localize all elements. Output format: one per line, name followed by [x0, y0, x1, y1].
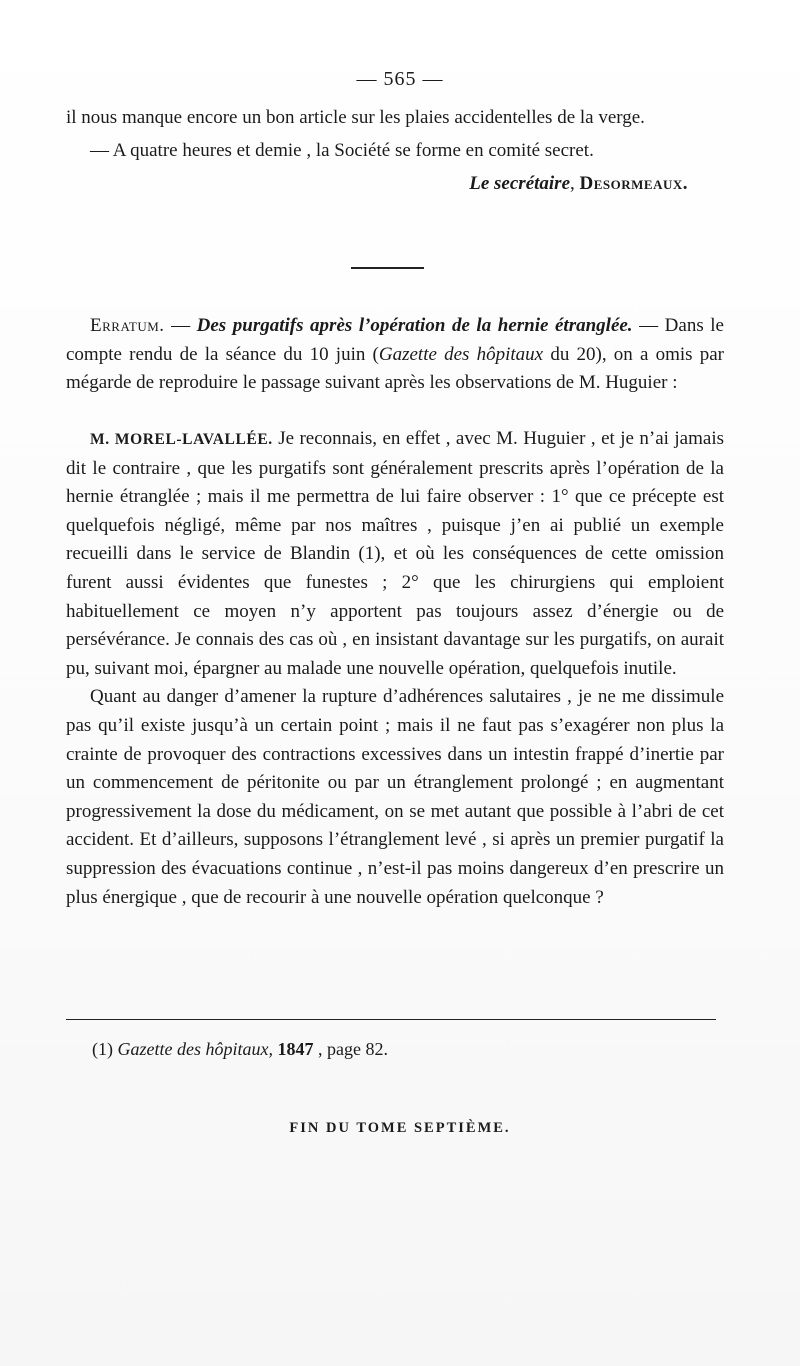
speech-block	[66, 425, 724, 912]
erratum-text-b: du 20), on a omis par mégarde de reproduire le passage suivant après les observations de M. Huguier :	[66, 343, 724, 394]
signature-line	[66, 170, 724, 199]
section-divider	[351, 267, 424, 269]
article-closing-line: il nous manque encore un bon article sur les plaies accidentelles de la verge.	[66, 107, 645, 128]
speech-paragraph-2: Quant au danger d’amener la rupture d’adhérences salutaires , je ne me dissimule pas qu’il existe jusqu’à un certain point ; mais il ne faut pas s’exagérer non plus la crainte de provoquer des contractions excessives dans un intestin frappé d’inertie par un commencement de péritonite ou par un étranglement prolongé ; en augmentant progressivement la dose du médicament, on se met autant que possible à l’abri de cet accident. Et d’ailleurs, supposons l’étranglement levé , si après un premier purgatif la suppression des évacuations continue , n’est-il pas moins dangereux d’en prescrire un plus énergique , que de recourir à une nouvelle opération quelconque ?	[66, 686, 724, 908]
footnote-marker: (1)	[92, 1039, 118, 1059]
page-number: — 565 —	[356, 68, 444, 90]
end-of-volume-title: FIN DU TOME SEPTIÈME.	[289, 1120, 511, 1136]
erratum-label: Erratum.	[90, 315, 165, 336]
speaker-name: M. MOREL-LAVALLÉE.	[90, 431, 273, 448]
secret-committee-line: — A quatre heures et demie , la Société se forme en comité secret.	[90, 139, 594, 161]
speech-paragraph-1	[66, 425, 724, 683]
erratum-paragraph	[66, 312, 724, 398]
footnote	[92, 1036, 388, 1062]
footnote-rule	[66, 1019, 716, 1020]
signature-role: Le secrétaire	[469, 173, 571, 195]
erratum-dash: —	[164, 315, 197, 336]
speech-text-1: Je reconnais, en effet , avec M. Huguier , et je n’ai jamais dit le contraire , que les purgatifs sont généralement prescrits après l’opération de la hernie étranglée ; mais il me permettra de lui faire observer : 1° que ce précepte est quelquefois négligé, même par nos maîtres , puisque j’en ai publié un exemple recueilli dans le service de Blandin (1), et où les conséquences de cette omission furent aussi évidentes que funestes ; 2° que les chirurgiens qui emploient habituellement ce moyen n’y apportent pas toujours assez d’énergie ou de persévérance. Je connais des cas où , en insistant davantage sur les purgatifs, on aurait pu, suivant moi, épargner au malade une nouvelle opération, quelquefois inutile.	[66, 428, 724, 679]
erratum-title: Des purgatifs après l’opération de la hernie étranglée.	[196, 315, 633, 336]
closing-remarks	[66, 104, 724, 199]
erratum-text-a: — Dans le compte rendu de la séance du 10 juin (	[66, 315, 724, 365]
signature-separator: ,	[570, 173, 580, 195]
erratum-text	[66, 312, 724, 398]
erratum-journal: Gazette des hôpitaux	[378, 343, 544, 365]
footnote-journal: Gazette des hôpitaux,	[117, 1039, 273, 1059]
signature-name: Desormeaux.	[579, 173, 688, 195]
footnote-page: , page 82.	[313, 1039, 388, 1059]
footnote-year: 1847	[272, 1039, 314, 1059]
